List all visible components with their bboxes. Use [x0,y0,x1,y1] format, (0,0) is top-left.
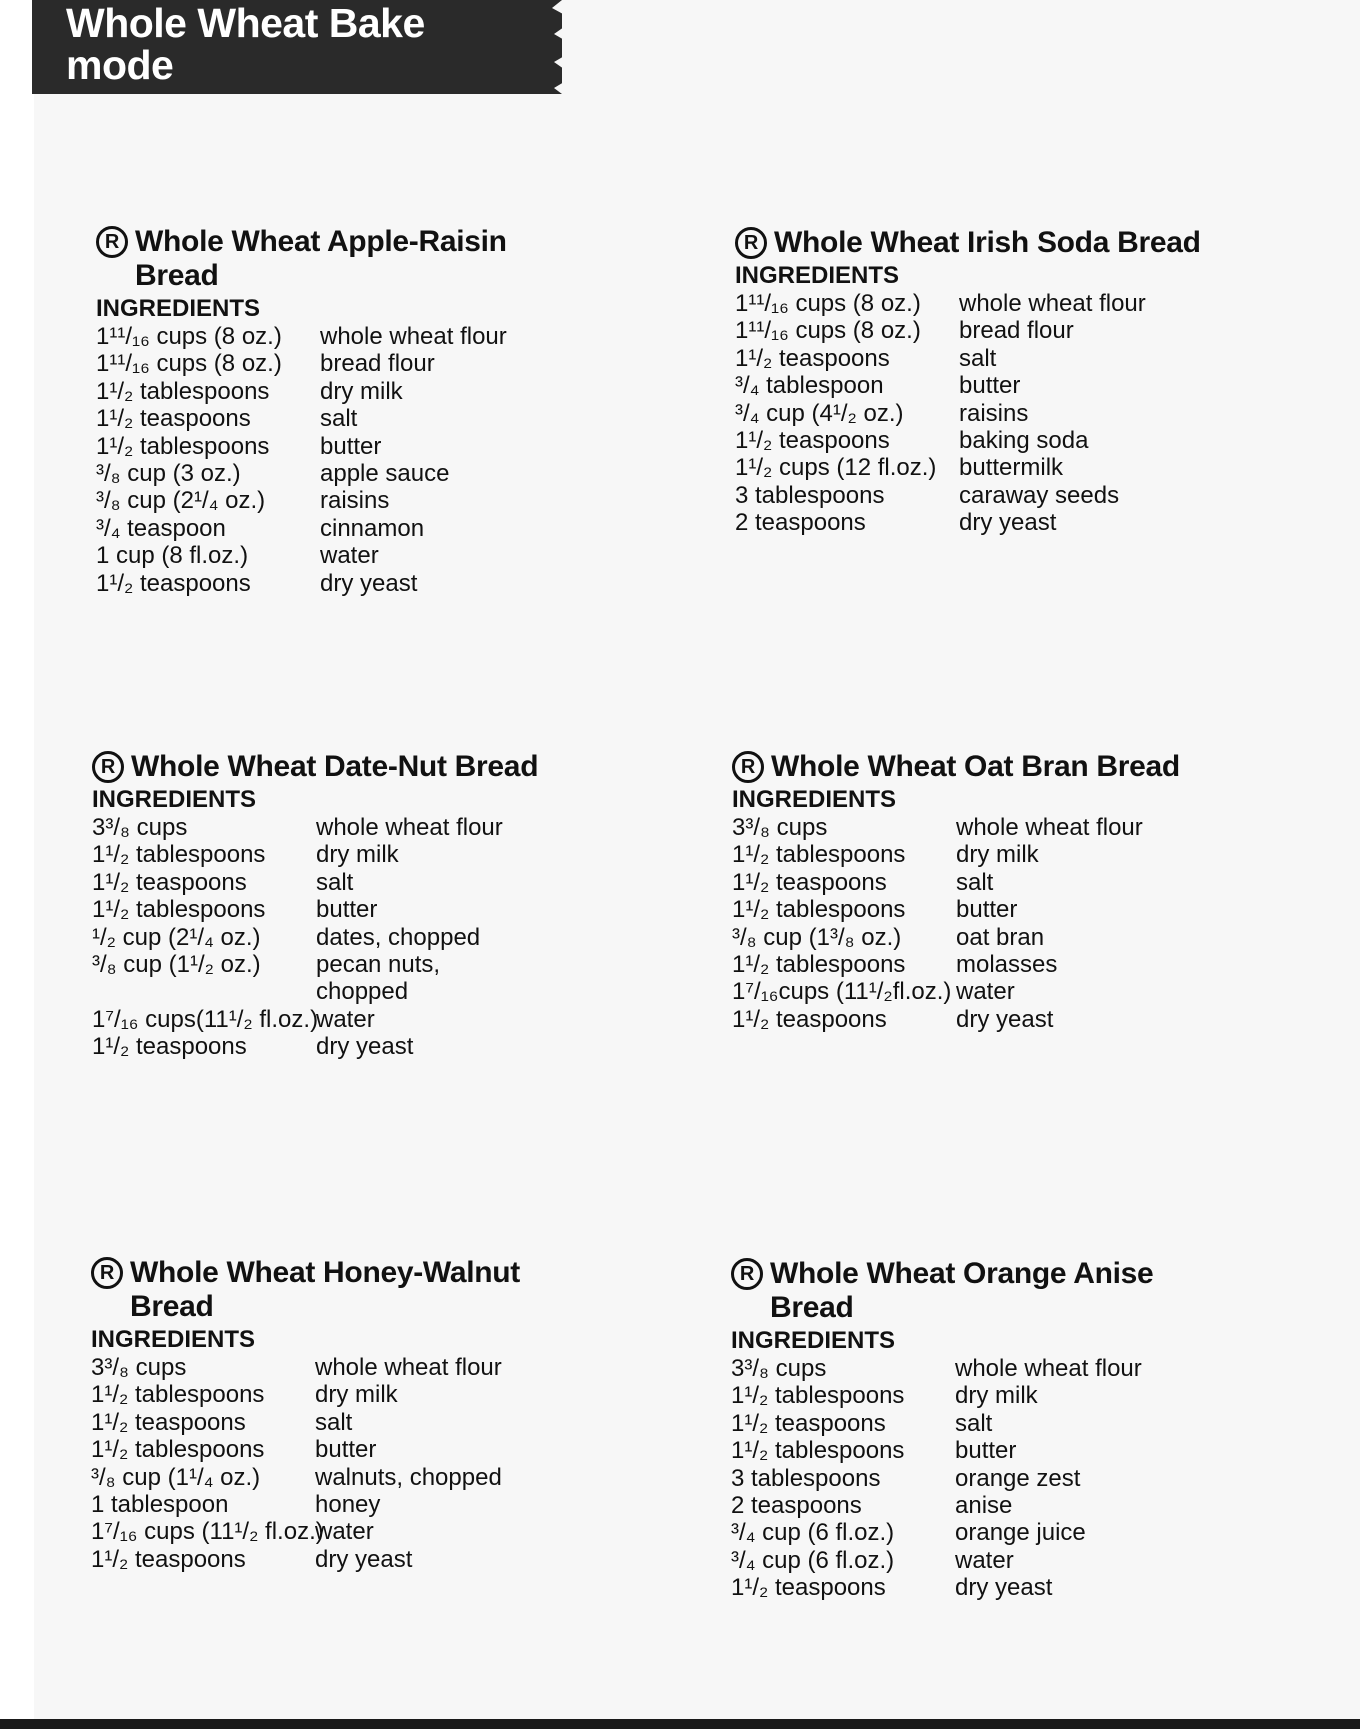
ingredient-row [92,841,692,868]
ingredient-name: salt [316,868,354,896]
ingredient-amount: 1¹/₂ tablespoons [91,1381,265,1409]
recipe-title [96,225,696,293]
ingredient-row [735,345,1335,372]
ingredient-row [732,841,1332,868]
ingredient-amount: 1¹/₂ teaspoons [732,1005,887,1033]
ingredient-name: orange zest [955,1464,1081,1492]
ingredient-row [91,1409,691,1436]
ingredient-row [732,814,1332,841]
ingredient-name: dry yeast [316,1033,414,1061]
ingredient-name: butter [316,896,378,924]
ingredient-amount: 1¹/₂ teaspoons [96,569,251,597]
ingredients-heading: INGREDIENTS [91,1326,256,1353]
ingredient-row [731,1547,1331,1574]
ingredient-amount: 1¹/₂ tablespoons [732,841,906,869]
ingredient-name: dry yeast [320,569,418,597]
ingredient-row [735,290,1335,317]
ingredient-name: bread flour [959,317,1074,345]
ingredient-row [92,814,692,841]
recipe-r-icon: R [92,751,124,783]
ingredient-amount: 1¹¹/₁₆ cups (8 oz.) [735,317,921,345]
ingredient-amount: 1¹/₂ teaspoons [91,1545,246,1573]
ingredient-amount: 1¹/₂ tablespoons [732,951,906,979]
ingredient-row [96,487,696,514]
ingredient-row [92,924,692,951]
ingredient-name: apple sauce [320,460,450,488]
ingredient-name: butter [320,432,382,460]
ingredient-amount: 3³/₈ cups [732,814,828,841]
ingredient-row [732,924,1332,951]
ingredient-amount: 1¹/₂ teaspoons [731,1409,886,1437]
ingredient-name: dry milk [955,1382,1038,1410]
ingredient-amount: 3³/₈ cups [92,814,188,841]
ingredient-name: salt [959,344,997,372]
ingredient-amount: 1¹/₂ cups (12 fl.oz.) [735,454,937,482]
recipe-title-text: Whole Wheat Irish Soda Bread [774,226,1201,259]
ingredient-amount: 3³/₈ cups [91,1354,187,1381]
recipe-r-icon: R [732,751,764,783]
ingredient-row [731,1410,1331,1437]
ingredient-amount: 1¹¹/₁₆ cups (8 oz.) [96,350,282,378]
recipe-title [732,750,1332,784]
ingredient-name: dry yeast [959,509,1057,537]
ingredient-row [732,869,1332,896]
ingredient-name: walnuts, chopped [315,1463,502,1491]
ingredient-amount: 1¹/₂ teaspoons [731,1574,886,1602]
ingredient-row [731,1382,1331,1409]
ingredient-amount: 1¹/₂ teaspoons [91,1408,246,1436]
ingredient-amount: 1¹/₂ tablespoons [731,1437,905,1465]
recipe-title [92,750,692,784]
ingredient-amount: 1¹/₂ teaspoons [92,868,247,896]
ingredient-row [731,1437,1331,1464]
ingredient-amount: 1¹/₂ tablespoons [92,841,266,869]
ingredient-amount: 1 tablespoon [91,1491,229,1519]
ingredient-row [732,1006,1332,1033]
ingredient-amount: 3³/₈ cups [731,1355,827,1382]
ingredient-amount: 1¹¹/₁₆ cups (8 oz.) [96,323,282,350]
ingredient-name: water [315,1518,374,1546]
ingredient-row [732,951,1332,978]
ingredient-name: butter [959,372,1021,400]
ingredient-name: salt [315,1408,353,1436]
ingredient-amount: ³/₈ cup (1¹/₂ oz.) [92,951,261,979]
ingredient-amount: 3 tablespoons [735,481,885,509]
ingredient-amount: 1¹/₂ tablespoons [731,1382,905,1410]
recipe-title-text: Whole Wheat Orange Anise Bread [770,1257,1154,1324]
recipe-card-date-nut [92,750,692,1061]
ingredient-amount: ³/₄ teaspoon [96,514,226,542]
ingredient-row [735,372,1335,399]
ingredient-row [96,433,696,460]
ingredient-row [96,460,696,487]
recipe-title [735,226,1335,260]
ingredient-amount: ³/₈ cup (3 oz.) [96,460,241,488]
ingredient-name: dates, chopped [316,923,481,951]
ingredient-row [735,427,1335,454]
ingredient-amount: 1¹/₂ tablespoons [732,896,906,924]
ingredient-amount: 1⁷/₁₆ cups (11¹/₂ fl.oz.) [91,1518,324,1546]
recipe-r-icon: R [735,227,767,259]
ingredient-amount: 1 cup (8 fl.oz.) [96,542,249,570]
ingredient-amount: 1¹/₂ teaspoons [96,405,251,433]
recipe-title [91,1256,691,1324]
ingredient-name: whole wheat flour [955,1355,1142,1382]
ingredient-name: salt [955,1409,993,1437]
ingredient-amount: ³/₄ tablespoon [735,372,884,400]
ingredient-amount: 3 tablespoons [731,1464,881,1492]
ingredient-name: buttermilk [959,454,1064,482]
recipe-card-apple-raisin [96,225,696,597]
ingredient-amount: 1¹/₂ tablespoons [96,377,270,405]
recipe-r-icon: R [731,1258,763,1290]
ingredient-row [735,509,1335,536]
ingredient-amount: 1¹/₂ teaspoons [735,427,890,455]
ingredient-name: salt [956,868,994,896]
ingredient-row [731,1574,1331,1601]
ingredient-amount: 1⁷/₁₆ cups(11¹/₂ fl.oz.) [92,1005,319,1033]
ingredient-name: dry milk [956,841,1039,869]
ingredient-amount: ¹/₂ cup (2¹/₄ oz.) [92,923,261,951]
ingredient-row [735,317,1335,344]
ingredient-row [92,951,692,1006]
ingredient-name: butter [956,896,1018,924]
ingredient-amount: 1¹/₂ teaspoons [732,868,887,896]
ingredient-name: molasses [956,951,1058,979]
ingredient-amount: ³/₈ cup (1¹/₄ oz.) [91,1463,261,1491]
ingredient-name: dry yeast [315,1545,413,1573]
ingredient-row [91,1354,691,1381]
ingredient-name: bread flour [320,350,435,378]
ingredient-name: water [956,978,1015,1006]
ingredient-row [96,515,696,542]
ingredient-amount: ³/₈ cup (1³/₈ oz.) [732,923,902,951]
ingredient-name: pecan nuts, chopped [316,951,441,1006]
ingredient-row [731,1465,1331,1492]
ingredient-name: dry milk [320,377,403,405]
ingredient-name: honey [315,1491,381,1519]
ingredient-name: raisins [320,487,390,515]
ingredient-row [735,482,1335,509]
ingredient-row [96,542,696,569]
ingredients-heading: INGREDIENTS [735,262,900,289]
recipe-title-text: Whole Wheat Oat Bran Bread [771,750,1180,783]
ingredient-amount: 1¹/₂ tablespoons [96,432,270,460]
ingredient-row [92,869,692,896]
ingredient-amount: ³/₄ cup (4¹/₂ oz.) [735,399,904,427]
ingredient-row [91,1381,691,1408]
recipe-card-orange-anise [731,1257,1331,1602]
ingredient-row [96,405,696,432]
ingredient-row [732,896,1332,923]
ingredients-heading: INGREDIENTS [731,1327,896,1354]
ingredient-row [96,323,696,350]
ingredient-row [91,1546,691,1573]
ingredient-row [91,1518,691,1545]
ingredient-name: caraway seeds [959,481,1120,509]
ingredient-row [96,378,696,405]
ingredients-heading: INGREDIENTS [96,295,261,322]
recipe-title-text: Whole Wheat Date-Nut Bread [131,750,539,783]
ingredient-amount: 2 teaspoons [731,1492,862,1520]
ingredient-amount: 1⁷/₁₆cups (11¹/₂fl.oz.) [732,978,952,1006]
ingredient-row [735,454,1335,481]
ingredient-name: dry milk [316,841,399,869]
recipe-card-oat-bran [732,750,1332,1033]
ingredient-row [92,1033,692,1060]
recipe-r-icon: R [91,1257,123,1289]
ingredient-name: butter [955,1437,1017,1465]
ingredient-row [732,978,1332,1005]
ingredient-row [92,896,692,923]
ingredient-name: water [955,1546,1014,1574]
ingredient-row [96,570,696,597]
ingredient-name: dry yeast [955,1574,1053,1602]
ingredient-name: raisins [959,399,1029,427]
ingredient-row [731,1355,1331,1382]
ingredient-name: whole wheat flour [315,1354,502,1381]
ingredient-amount: 2 teaspoons [735,509,866,537]
recipe-title-text: Whole Wheat Honey-Walnut Bread [130,1256,520,1323]
ingredient-name: cinnamon [320,514,425,542]
ingredient-name: water [320,542,379,570]
bottom-rule [0,1719,1360,1729]
ingredients-heading: INGREDIENTS [732,786,897,813]
ingredient-name: dry yeast [956,1005,1054,1033]
ingredient-name: butter [315,1436,377,1464]
ingredient-name: whole wheat flour [316,814,503,841]
ingredient-amount: ³/₈ cup (2¹/₄ oz.) [96,487,266,515]
ingredient-name: orange juice [955,1519,1086,1547]
ingredient-amount: 1¹/₂ teaspoons [735,344,890,372]
ingredient-name: dry milk [315,1381,398,1409]
ingredient-row [96,350,696,377]
ingredient-amount: 1¹/₂ teaspoons [92,1033,247,1061]
ingredient-row [92,1006,692,1033]
ingredients-heading: INGREDIENTS [92,786,257,813]
ingredient-row [731,1492,1331,1519]
ingredient-row [91,1491,691,1518]
recipe-title-text: Whole Wheat Apple-Raisin Bread [135,225,507,292]
ingredient-row [731,1519,1331,1546]
recipe-title [731,1257,1331,1325]
ingredient-amount: 1¹/₂ tablespoons [92,896,266,924]
recipe-r-icon: R [96,226,128,258]
ingredient-name: oat bran [956,923,1045,951]
ingredient-name: anise [955,1492,1013,1520]
ingredient-row [735,400,1335,427]
ingredient-name: baking soda [959,427,1089,455]
ingredient-name: whole wheat flour [956,814,1143,841]
ingredient-amount: ³/₄ cup (6 fl.oz.) [731,1519,895,1547]
ingredient-row [91,1464,691,1491]
ingredient-amount: 1¹¹/₁₆ cups (8 oz.) [735,290,921,317]
ingredient-amount: ³/₄ cup (6 fl.oz.) [731,1546,895,1574]
ingredient-name: whole wheat flour [959,290,1146,317]
ingredient-row [91,1436,691,1463]
section-title: Whole Wheat Bake mode [66,0,425,88]
recipe-card-irish-soda [735,226,1335,537]
ingredient-amount: 1¹/₂ tablespoons [91,1436,265,1464]
ingredient-name: salt [320,405,358,433]
recipe-card-honey-walnut [91,1256,691,1573]
ingredient-name: whole wheat flour [320,323,507,350]
ingredient-name: water [316,1005,375,1033]
